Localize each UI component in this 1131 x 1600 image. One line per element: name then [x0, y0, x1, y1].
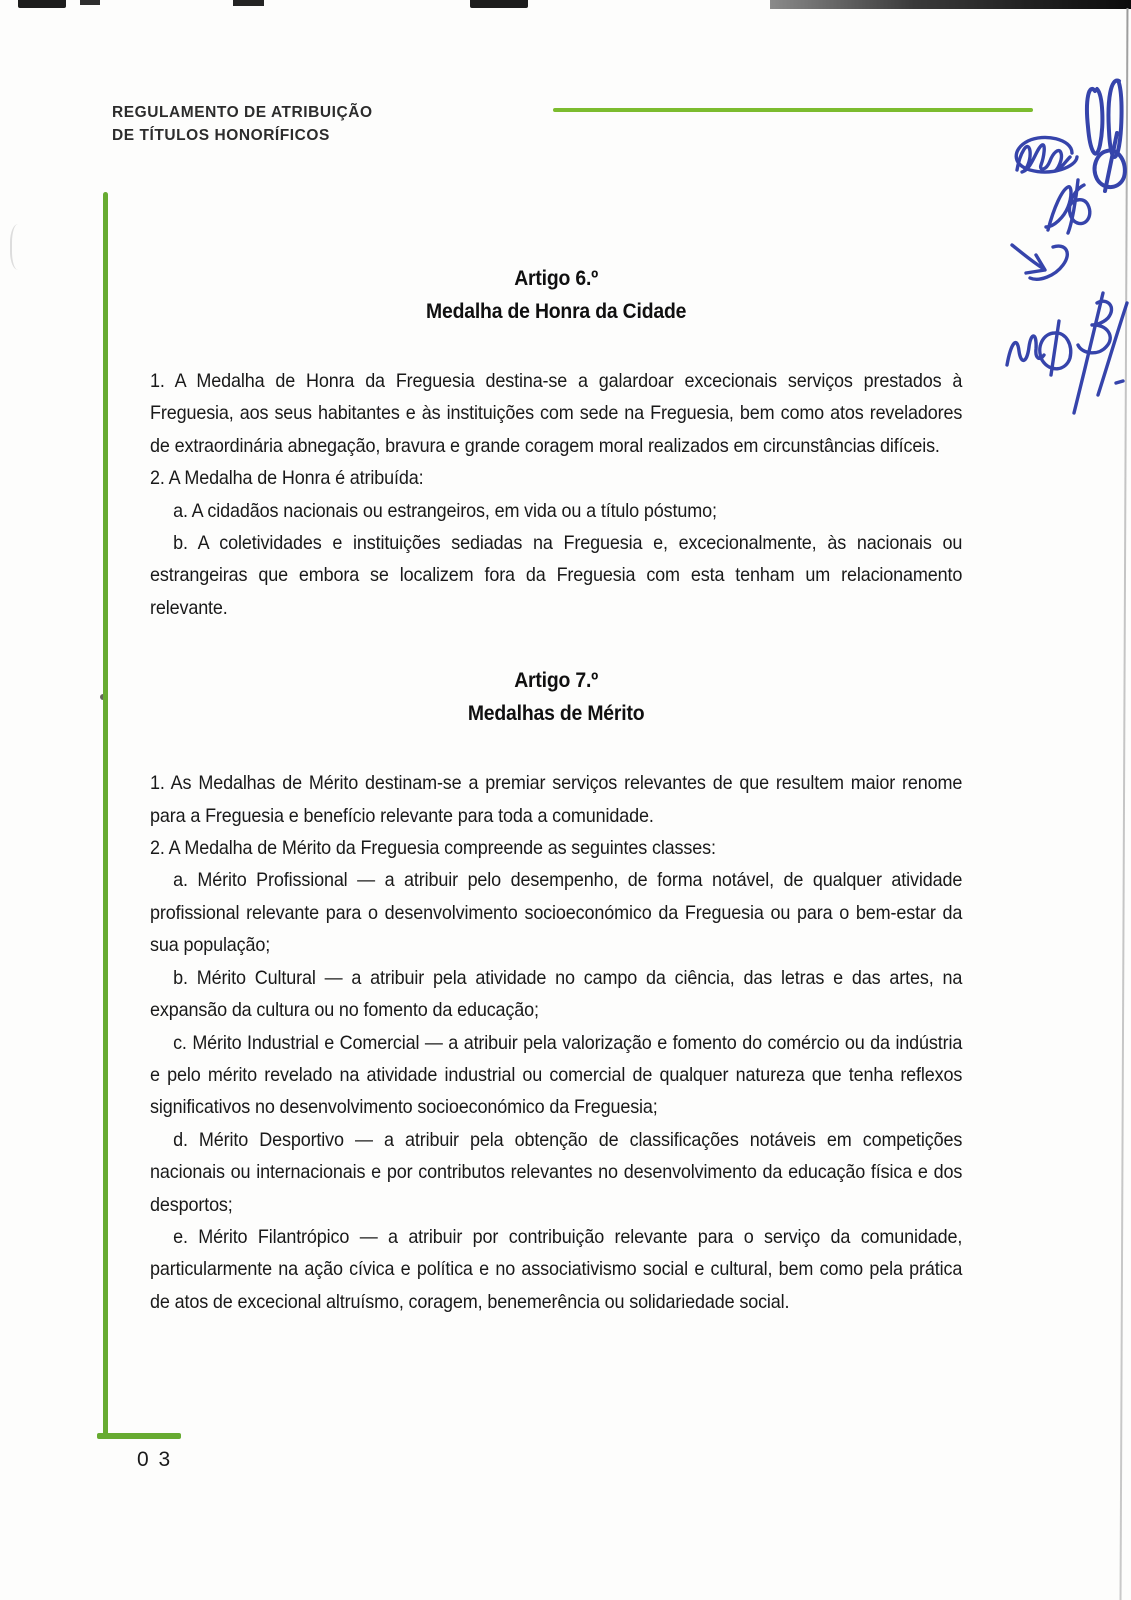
header-line-2: DE TÍTULOS HONORÍFICOS: [112, 127, 330, 144]
page-number: 0 3: [137, 1448, 173, 1471]
document-header: [112, 101, 373, 147]
scan-artifact-bar: [233, 0, 264, 6]
scan-artifact-mark: [10, 224, 26, 270]
article-6-paragraph-1: 1. A Medalha de Honra da Freguesia destina-se a galardoar excecionais serviços prestados à Freguesia, aos seus habitantes e às instituições com sede na Freguesia, bem como atos reveladores de extraordinária abnegação, bravura e grande coragem moral realizados em circunstâncias difíceis.: [150, 370, 963, 457]
article-7-item-c: c. Mérito Industrial e Comercial — a atribuir pela valorização e fomento do comércio ou da indústria e pelo mérito revelado na atividade industrial ou comercial de qualquer natureza que tenha reflexos significativos no desenvolvimento socioeconómico da Freguesia;: [150, 1031, 963, 1119]
article-6-item-a: a. A cidadãos nacionais ou estrangeiros, em vida ou a título póstumo;: [173, 499, 717, 522]
left-margin-green-rule-foot: [97, 1433, 181, 1439]
header-line-1: REGULAMENTO DE ATRIBUIÇÃO: [112, 104, 373, 121]
article-7-item-e: e. Mérito Filantrópico — a atribuir por contribuição relevante para o serviço da comunidade, particularmente na ação cívica e política e no associativismo social e cultural, bem como pela prática de atos de excecional altruísmo, coragem, benemerência ou solidariedade social.: [150, 1225, 963, 1313]
article-7-section: [150, 664, 962, 1318]
document-body: [150, 262, 962, 1318]
article-7-title: Medalhas de Mérito: [467, 702, 645, 726]
article-7-item-d: d. Mérito Desportivo — a atribuir pela obtenção de classificações notáveis em competições nacionais ou internacionais e por contributos relevantes no desenvolvimento da educação física e dos desportos;: [150, 1128, 963, 1216]
scan-artifact-bar: [770, 0, 1131, 9]
article-7-item-b: b. Mérito Cultural — a atribuir pela atividade no campo da ciência, das letras e das artes, na expansão da cultura ou no fomento da educação;: [150, 966, 963, 1022]
scan-artifact-bar: [80, 0, 100, 5]
article-6-item-b: b. A coletividades e instituições sediadas na Freguesia e, excecionalmente, às nacionais ou estrangeiras que embora se localizem fora da Freguesia com esta tenham um relacionamento relevante.: [150, 532, 963, 619]
article-6-title: Medalha de Honra da Cidade: [426, 300, 687, 323]
article-7-number: Artigo 7.º: [514, 669, 599, 693]
article-6-number: Artigo 6.º: [514, 267, 599, 290]
handwritten-signature: [960, 75, 1131, 420]
article-7-item-a: a. Mérito Profissional — a atribuir pelo desempenho, de forma notável, de qualquer atividade profissional relevante para o desenvolvimento socioeconómico da Freguesia ou para o bem-estar da sua população;: [150, 869, 963, 957]
left-margin-green-rule: [103, 192, 108, 1438]
article-7-paragraph-2: 2. A Medalha de Mérito da Freguesia compreende as seguintes classes:: [150, 837, 716, 860]
scan-artifact-bar: [18, 0, 66, 8]
scan-artifact-bar: [470, 0, 528, 8]
article-7-paragraph-1: 1. As Medalhas de Mérito destinam-se a premiar serviços relevantes de que resultem maior renome para a Freguesia e benefício relevante para toda a comunidade.: [150, 772, 963, 827]
article-6-paragraph-2: 2. A Medalha de Honra é atribuída:: [150, 467, 424, 490]
article-6-section: [150, 262, 962, 624]
